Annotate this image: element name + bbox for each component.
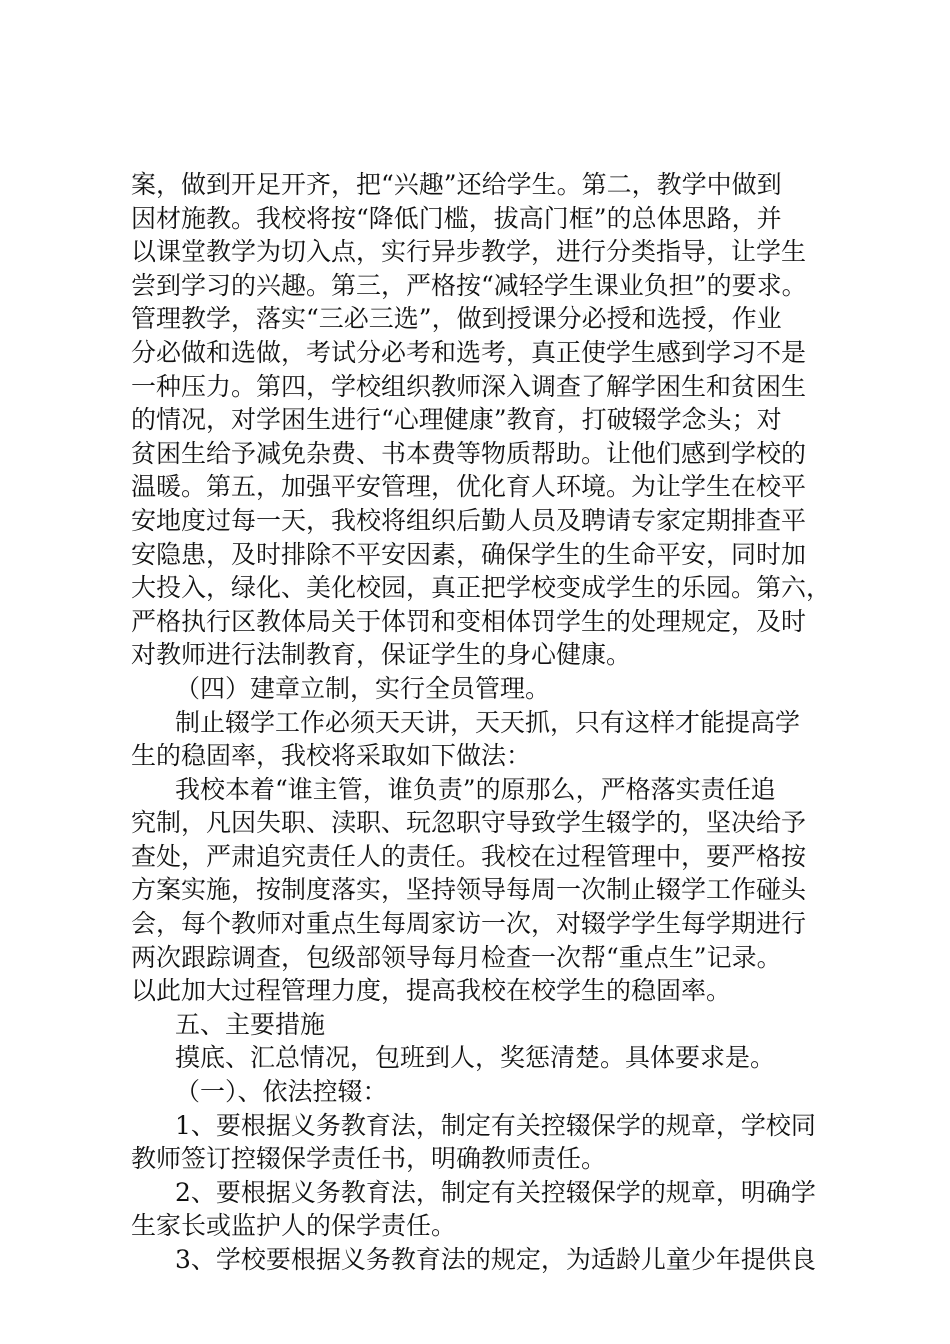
- text-line: 制止辍学工作必须天天讲，天天抓，只有这样才能提高学: [175, 707, 801, 737]
- text-line: 究制，凡因失职、渎职、玩忽职守导致学生辍学的，坚决给予: [131, 808, 807, 838]
- text-line: 教师签订控辍保学责任书，明确教师责任。: [131, 1144, 607, 1174]
- text-line: 以此加大过程管理力度，提高我校在校学生的稳固率。: [131, 976, 732, 1006]
- text-line: 会，每个教师对重点生每周家访一次，对辍学学生每学期进行: [131, 909, 807, 939]
- text-line: 因材施教。我校将按“降低门槛，拔高门框”的总体思路，并: [131, 203, 782, 233]
- text-line: 查处，严肃追究责任人的责任。我校在过程管理中，要严格按: [131, 841, 807, 871]
- document-body: [131, 168, 851, 1277]
- text-line: 的情况，对学困生进行“心理健康”教育，打破辍学念头；对: [131, 405, 782, 435]
- text-line: 贫困生给予减免杂费、书本费等物质帮助。让他们感到学校的: [131, 438, 807, 468]
- text-line: 1、要根据义务教育法，制定有关控辍保学的规章，学校同: [175, 1110, 816, 1140]
- text-line: 以课堂教学为切入点，实行异步教学，进行分类指导，让学生: [131, 237, 807, 267]
- text-line: 一种压力。第四，学校组织教师深入调查了解学困生和贫困生: [131, 371, 807, 401]
- text-line: 温暖。第五，加强平安管理，优化育人环境。为让学生在校平: [131, 472, 807, 502]
- text-line: 大投入，绿化、美化校园，真正把学校变成学生的乐园。第六，: [131, 573, 832, 603]
- text-line: 生家长或监护人的保学责任。: [131, 1211, 457, 1241]
- text-line: （一）、依法控辍：: [175, 1077, 388, 1107]
- text-line: 对教师进行法制教育，保证学生的身心健康。: [131, 640, 632, 670]
- text-line: 安隐患，及时排除不平安因素，确保学生的生命平安，同时加: [131, 539, 807, 569]
- text-line: 生的稳固率，我校将采取如下做法：: [131, 741, 532, 771]
- text-line: 我校本着“谁主管，谁负责”的原那么，严格落实责任追: [175, 774, 776, 804]
- text-line: 两次跟踪调查，包级部领导每月检查一次帮“重点生”记录。: [131, 942, 782, 972]
- text-line: 3、学校要根据义务教育法的规定，为适龄儿童少年提供良: [175, 1245, 816, 1274]
- text-line: 五、主要措施: [175, 1009, 326, 1039]
- text-line: 摸底、汇总情况，包班到人，奖惩清楚。具体要求是。: [175, 1043, 776, 1073]
- text-line: 严格执行区教体局关于体罚和变相体罚学生的处理规定，及时: [131, 606, 807, 636]
- text-line: 方案实施，按制度落实，坚持领导每周一次制止辍学工作碰头: [131, 875, 807, 905]
- text-line: 安地度过每一天，我校将组织后勤人员及聘请专家定期排查平: [131, 505, 807, 535]
- text-line: 尝到学习的兴趣。第三，严格按“减轻学生课业负担”的要求。: [131, 270, 807, 300]
- text-line: （四）建章立制，实行全员管理。: [175, 673, 551, 703]
- text-line: 管理教学，落实“三必三选”，做到授课分必授和选授，作业: [131, 304, 782, 334]
- text-line: 2、要根据义务教育法，制定有关控辍保学的规章，明确学: [175, 1177, 816, 1207]
- text-line: 案，做到开足开齐，把“兴趣”还给学生。第二，教学中做到: [131, 170, 782, 199]
- text-line: 分必做和选做，考试分必考和选考，真正使学生感到学习不是: [131, 337, 807, 367]
